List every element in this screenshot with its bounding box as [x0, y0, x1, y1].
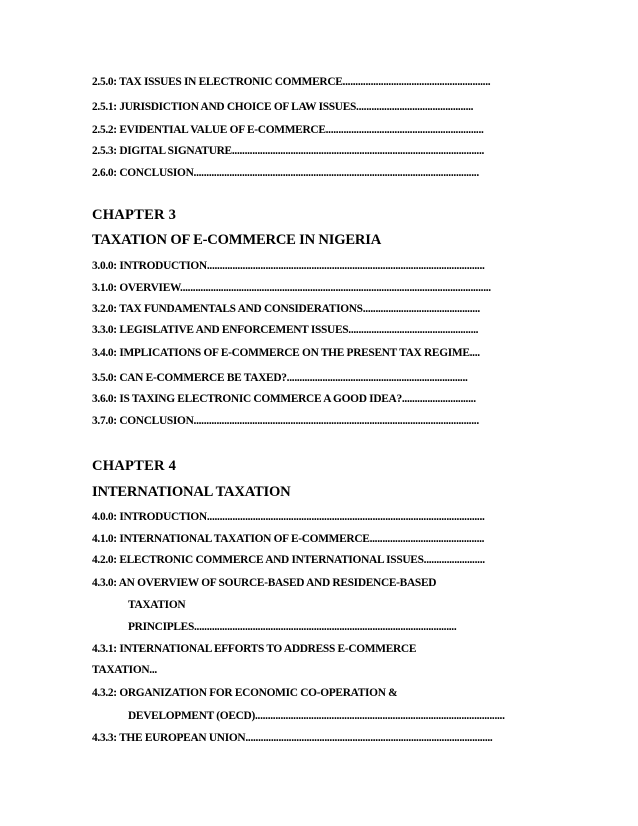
- toc-entry-3-5-0: 3.5.0: CAN E-COMMERCE BE TAXED?.......................................................................: [92, 372, 468, 384]
- toc-entry-4-3-0: 4.3.0: AN OVERVIEW OF SOURCE-BASED AND RESIDENCE-BASED: [92, 577, 437, 589]
- toc-entry-3-6-0: 3.6.0: IS TAXING ELECTRONIC COMMERCE A GOOD IDEA?.............................: [92, 393, 476, 405]
- toc-entry-3-3-0: 3.3.0: LEGISLATIVE AND ENFORCEMENT ISSUES...................................................: [92, 324, 479, 336]
- toc-entry-3-1-0: 3.1.0: OVERVIEW..........................................................................................................................: [92, 282, 491, 294]
- toc-entry-4-3-2-cont: DEVELOPMENT (OECD)..................................................................................................: [128, 710, 505, 722]
- toc-entry-3-2-0: 3.2.0: TAX FUNDAMENTALS AND CONSIDERATIONS..............................................: [92, 303, 480, 315]
- toc-entry-2-6-0: 2.6.0: CONCLUSION................................................................................................................: [92, 167, 479, 179]
- toc-entry-2-5-0: 2.5.0: TAX ISSUES IN ELECTRONIC COMMERCE..........................................................: [92, 76, 491, 88]
- chapter-4-label: CHAPTER 4: [92, 458, 177, 474]
- toc-entry-4-3-2: 4.3.2: ORGANIZATION FOR ECONOMIC CO-OPERATION &: [92, 687, 398, 699]
- chapter-3-label: CHAPTER 3: [92, 207, 177, 223]
- toc-entry-3-7-0: 3.7.0: CONCLUSION................................................................................................................: [92, 415, 479, 427]
- toc-entry-4-2-0: 4.2.0: ELECTRONIC COMMERCE AND INTERNATIONAL ISSUES........................: [92, 554, 485, 566]
- toc-entry-4-3-3: 4.3.3: THE EUROPEAN UNION.................................................................................................: [92, 732, 493, 744]
- chapter-4-title: INTERNATIONAL TAXATION: [92, 484, 291, 500]
- toc-entry-4-3-1: 4.3.1: INTERNATIONAL EFFORTS TO ADDRESS E-COMMERCE: [92, 643, 417, 655]
- toc-entry-2-5-2: 2.5.2: EVIDENTIAL VALUE OF E-COMMERCE..............................................................: [92, 124, 484, 136]
- toc-entry-4-1-0: 4.1.0: INTERNATIONAL TAXATION OF E-COMMERCE.............................................: [92, 533, 485, 545]
- toc-entry-4-3-0-cont: TAXATION: [128, 599, 186, 611]
- toc-entry-4-3-1-cont: TAXATION...: [92, 664, 157, 676]
- toc-entry-4-3-0-cont: PRINCIPLES.......................................................................................................: [128, 621, 457, 633]
- chapter-3-title: TAXATION OF E-COMMERCE IN NIGERIA: [92, 232, 382, 248]
- toc-entry-2-5-3: 2.5.3: DIGITAL SIGNATURE...................................................................................................: [92, 145, 485, 157]
- toc-entry-3-4-0: 3.4.0: IMPLICATIONS OF E-COMMERCE ON THE PRESENT TAX REGIME....: [92, 347, 480, 359]
- toc-entry-3-0-0: 3.0.0: INTRODUCTION.............................................................................................................: [92, 260, 485, 272]
- toc-entry-4-0-0: 4.0.0: INTRODUCTION.............................................................................................................: [92, 511, 485, 523]
- toc-entry-2-5-1: 2.5.1: JURISDICTION AND CHOICE OF LAW ISSUES..............................................: [92, 101, 474, 113]
